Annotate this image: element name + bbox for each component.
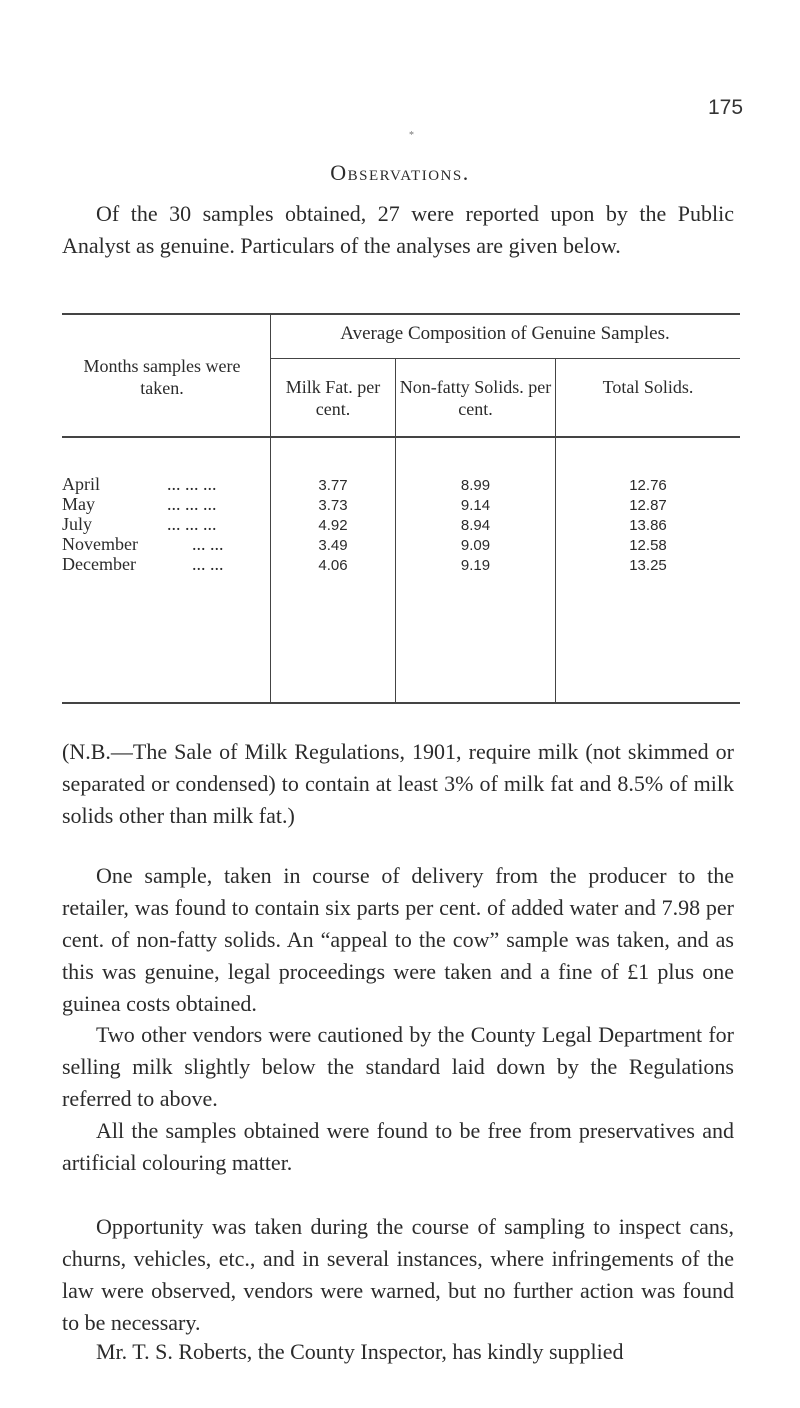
total-solids-cell: 12.87 — [629, 497, 667, 514]
group-column-header: Average Composition of Genuine Samples. — [340, 323, 670, 344]
total-solids-cell: 12.76 — [629, 477, 667, 494]
intro-paragraph: Of the 30 samples obtained, 27 were reported upon by the Public Analyst as genuine. Particulars of the analyses are given below. — [62, 201, 734, 258]
month-cell: November ... ... — [62, 534, 224, 554]
non-fatty-solids-header: Non-fatty Solids. per cent. — [399, 377, 552, 419]
milk-fat-cell: 3.49 — [318, 537, 348, 554]
section-heading: Observations. — [330, 160, 470, 185]
nb-note: (N.B.—The Sale of Milk Regulations, 1901, require milk (not skimmed or separated or condensed) to contain at least 3% of milk fat and 8.5% of milk solids other than milk fat.) — [62, 739, 734, 828]
body-paragraph: Two other vendors were cautioned by the County Legal Department for selling milk slightly below the standard laid down by the Regulations referred to above. — [62, 1022, 734, 1111]
composition-table — [62, 313, 740, 703]
non-fatty-cell: 9.09 — [460, 537, 491, 554]
table-bottom-rule — [62, 702, 740, 704]
page-number: 175 — [708, 96, 744, 119]
column-rule-3 — [555, 358, 556, 703]
total-solids-header: Total Solids. — [602, 377, 694, 397]
month-cell: May ... ... ... — [62, 494, 217, 514]
milk-fat-cell: 4.06 — [318, 557, 348, 574]
milk-fat-cell: 3.73 — [318, 497, 348, 514]
non-fatty-cell: 8.94 — [460, 517, 491, 534]
milk-fat-cell: 3.77 — [318, 477, 348, 494]
non-fatty-cell: 9.14 — [460, 497, 491, 514]
total-solids-cell: 13.25 — [629, 557, 667, 574]
table-top-rule — [62, 313, 740, 315]
month-cell: December ... ... — [62, 554, 224, 574]
group-header-rule — [270, 358, 740, 359]
body-paragraph: Mr. T. S. Roberts, the County Inspector, has kindly supplied — [96, 1339, 624, 1364]
non-fatty-cell: 8.99 — [460, 477, 491, 494]
month-cell: April ... ... ... — [62, 474, 217, 494]
milk-fat-header: Milk Fat. per cent. — [285, 377, 381, 419]
total-solids-cell: 13.86 — [629, 517, 667, 534]
print-speck: * — [409, 130, 414, 141]
column-rule-2 — [395, 358, 396, 703]
body-paragraph: All the samples obtained were found to be free from preservatives and artificial colouring matter. — [62, 1118, 734, 1175]
total-solids-cell: 12.58 — [629, 537, 667, 554]
non-fatty-cell: 9.19 — [460, 557, 491, 574]
body-paragraph: Opportunity was taken during the course of sampling to inspect cans, churns, vehicles, etc., and in several instances, where infringements of the law were observed, vendors were warned, but no further action was found to be necessary. — [62, 1214, 734, 1335]
months-column-header: Months samples were taken. — [83, 356, 241, 398]
body-paragraph: One sample, taken in course of delivery from the producer to the retailer, was found to contain six parts per cent. of added water and 7.98 per cent. of non-fatty solids. An “appeal to the cow” sample was taken, and as this was genuine, legal proceedings were taken and a fine of £1 plus one guinea costs obtained. — [62, 863, 734, 1016]
column-rule-1 — [270, 313, 271, 703]
month-cell: July ... ... ... — [62, 514, 217, 534]
milk-fat-cell: 4.92 — [318, 517, 348, 534]
header-bottom-rule — [62, 436, 740, 438]
